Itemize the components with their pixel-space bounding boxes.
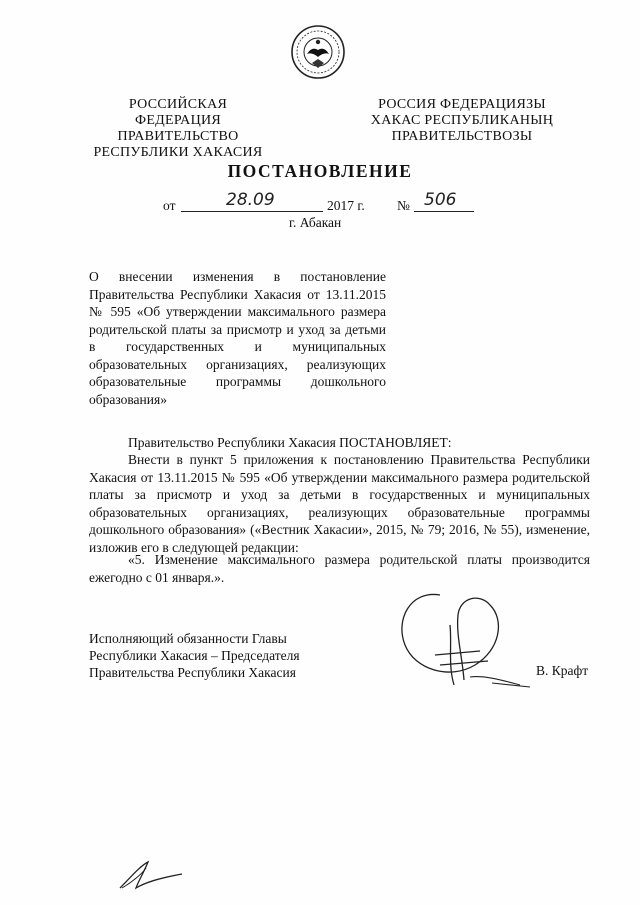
initials-mark <box>112 858 192 894</box>
header-right-line: ХАКАС РЕСПУБЛИКАНЫҢ <box>370 113 554 128</box>
handwritten-signature <box>380 585 540 695</box>
number-label: № <box>397 198 410 213</box>
coat-of-arms-emblem <box>290 24 346 80</box>
date-year: 2017 г. <box>327 198 365 213</box>
signatory-position-line: Правительства Республики Хакасия <box>89 665 296 680</box>
signatory-position-line: Исполняющий обязанности Главы <box>89 631 287 646</box>
signatory-name: В. Крафт <box>536 663 589 678</box>
signatory-position-line: Республики Хакасия – Председателя <box>89 648 300 663</box>
header-right-line: ПРАВИТЕЛЬСТВОЗЫ <box>391 129 533 144</box>
date-from-label: от <box>163 198 176 213</box>
header-right <box>356 97 568 145</box>
header-left-line: ПРАВИТЕЛЬСТВО <box>117 129 239 144</box>
document-subject: О внесении изменения в постановление Правительства Республики Хакасия от 13.11.2015 № 595 «Об утверждении максимального размера родительской платы за присмотр и уход за детьми в государственных и муниципальных образовательных организациях, реализующих образовательные программы дошкольного образования» <box>89 269 386 407</box>
header-left <box>86 97 270 161</box>
resolves-line: Правительство Республики Хакасия ПОСТАНОВЛЯЕТ: <box>128 435 452 450</box>
header-left-line: РЕСПУБЛИКИ ХАКАСИЯ <box>93 145 263 160</box>
date-value-handwritten: 28.09 <box>226 190 275 210</box>
city: г. Абакан <box>289 215 342 230</box>
quote-paragraph: «5. Изменение максимального размера родительской платы производится ежегодно с 01 января.». <box>89 552 590 585</box>
signatory-position <box>89 630 300 681</box>
header-right-line: РОССИЯ ФЕДЕРАЦИЯЗЫ <box>378 97 546 112</box>
body-paragraph: Внести в пункт 5 приложения к постановлению Правительства Республики Хакасия от 13.11.2015 № 595 «Об утверждении максимального размера родительской платы за присмотр и уход за детьми в государственных и муниципальных образовательных организациях, реализующих образовательные программы дошкольного образования» («Вестник Хакасии», 2015, № 79; 2016, № 55), изменение, изложив его в следующей редакции: <box>89 452 590 555</box>
document-title: ПОСТАНОВЛЕНИЕ <box>227 161 413 181</box>
number-value-handwritten: 506 <box>424 190 457 210</box>
header-left-line: РОССИЙСКАЯ ФЕДЕРАЦИЯ <box>128 97 228 128</box>
